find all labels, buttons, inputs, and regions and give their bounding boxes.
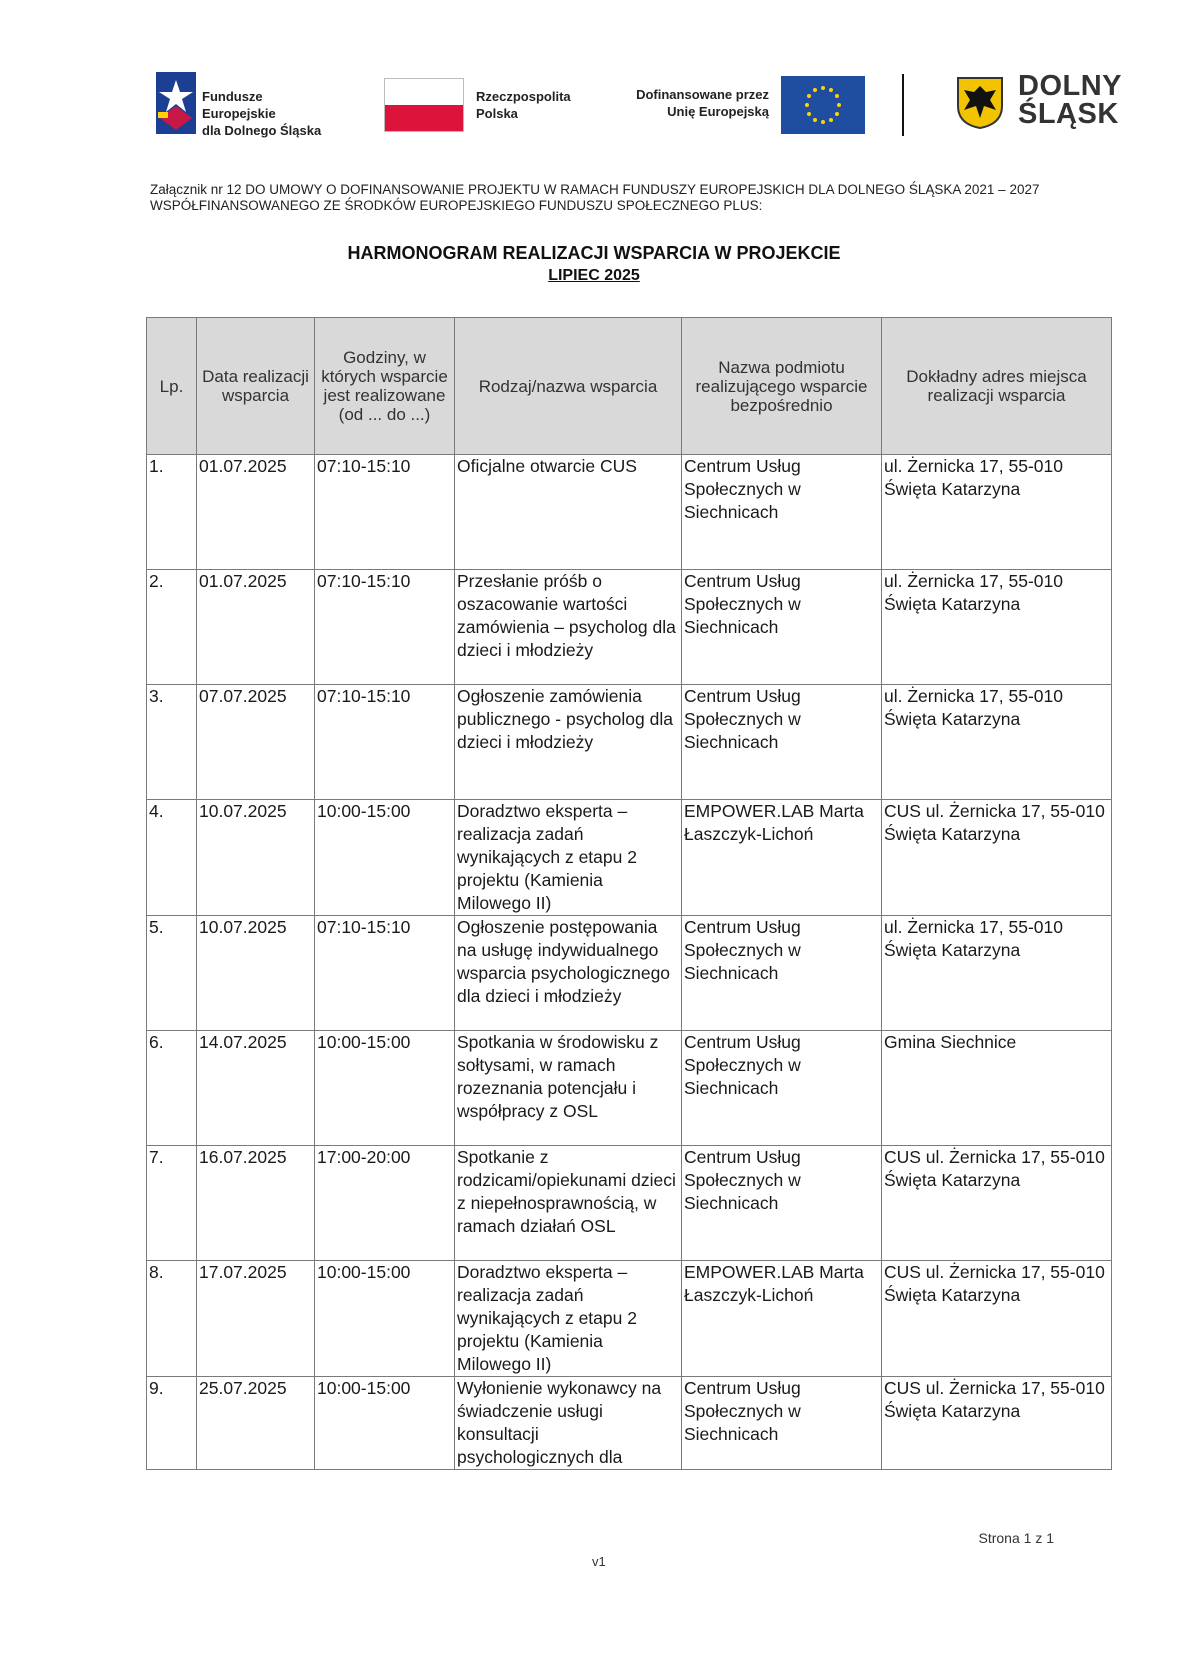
cell-type: Wyłonienie wykonawcy na świadczenie usługi konsultacji psychologicznych dla xyxy=(455,1377,682,1470)
cell-date: 17.07.2025 xyxy=(197,1261,315,1377)
cell-type: Oficjalne otwarcie CUS xyxy=(455,455,682,570)
schedule-table xyxy=(146,317,1112,1470)
cell-lp: 7. xyxy=(147,1146,197,1261)
cell-type: Doradztwo eksperta – realizacja zadań wynikających z etapu 2 projektu (Kamienia Milowego II) xyxy=(455,800,682,916)
eu-line2: Unię Europejską xyxy=(667,104,769,119)
cell-date: 16.07.2025 xyxy=(197,1146,315,1261)
table-row xyxy=(147,455,1112,570)
cell-lp: 5. xyxy=(147,916,197,1031)
table-row xyxy=(147,1261,1112,1377)
table-row xyxy=(147,685,1112,800)
table-header-row xyxy=(147,318,1112,455)
cell-type: Spotkania w środowisku z sołtysami, w ramach rozeznania potencjału i współpracy z OSL xyxy=(455,1031,682,1146)
rp-line1: Rzeczpospolita xyxy=(476,89,571,104)
cell-lp: 1. xyxy=(147,455,197,570)
cell-address: CUS ul. Żernicka 17, 55-010 Święta Katarzyna xyxy=(882,800,1112,916)
cell-hours: 07:10-15:10 xyxy=(315,685,455,800)
cell-entity: EMPOWER.LAB Marta Łaszczyk-Lichoń xyxy=(682,1261,882,1377)
cell-entity: Centrum Usług Społecznych w Siechnicach xyxy=(682,1377,882,1470)
cell-lp: 4. xyxy=(147,800,197,916)
page-number: Strona 1 z 1 xyxy=(978,1530,1054,1546)
ds-line2: ŚLĄSK xyxy=(1018,98,1119,130)
cell-date: 01.07.2025 xyxy=(197,570,315,685)
cell-entity: Centrum Usług Społecznych w Siechnicach xyxy=(682,1146,882,1261)
document-subtitle xyxy=(0,267,1188,285)
document-title: HARMONOGRAM REALIZACJI WSPARCIA W PROJEKCIE xyxy=(347,243,841,263)
cell-address: ul. Żernicka 17, 55-010 Święta Katarzyna xyxy=(882,455,1112,570)
fe-line1: Fundusze Europejskie xyxy=(202,89,276,121)
cell-hours: 10:00-15:00 xyxy=(315,1031,455,1146)
table-row xyxy=(147,916,1112,1031)
cell-lp: 3. xyxy=(147,685,197,800)
coat-of-arms-icon xyxy=(956,76,1004,130)
eu-flag-icon xyxy=(781,76,865,134)
dolny-slask-logo xyxy=(956,72,1136,138)
fe-line2: dla Dolnego Śląska xyxy=(202,123,322,138)
cell-date: 14.07.2025 xyxy=(197,1031,315,1146)
cell-type: Przesłanie próśb o oszacowanie wartości zamówienia – psycholog dla dzieci i młodzieży xyxy=(455,570,682,685)
table-row xyxy=(147,1377,1112,1470)
header-address: Dokładny adres miejsca realizacji wsparcia xyxy=(882,318,1112,455)
fe-star-icon xyxy=(156,72,196,134)
cell-entity: Centrum Usług Społecznych w Siechnicach xyxy=(682,916,882,1031)
cell-type: Ogłoszenie zamówienia publicznego - psycholog dla dzieci i młodzieży xyxy=(455,685,682,800)
cell-address: CUS ul. Żernicka 17, 55-010 Święta Katarzyna xyxy=(882,1146,1112,1261)
header-date: Data realizacji wsparcia xyxy=(197,318,315,455)
cell-entity: Centrum Usług Społecznych w Siechnicach xyxy=(682,1031,882,1146)
ds-line1: DOLNY xyxy=(1018,70,1122,102)
table-row xyxy=(147,1031,1112,1146)
cell-lp: 2. xyxy=(147,570,197,685)
annex-text: Załącznik nr 12 DO UMOWY O DOFINANSOWANIE PROJEKTU W RAMACH FUNDUSZY EUROPEJSKICH DLA DOLNEGO ŚLĄSKA 2021 – 2027 WSPÓŁFINANSOWANEGO ZE ŚRODKÓW EUROPEJSKIEGO FUNDUSZU SPOŁECZNEGO PLUS: xyxy=(150,182,1040,213)
cell-lp: 9. xyxy=(147,1377,197,1470)
cell-date: 10.07.2025 xyxy=(197,800,315,916)
cell-hours: 10:00-15:00 xyxy=(315,800,455,916)
eu-line1: Dofinansowane przez xyxy=(636,87,769,102)
logo-divider xyxy=(902,74,904,136)
cell-hours: 10:00-15:00 xyxy=(315,1261,455,1377)
cell-type: Doradztwo eksperta – realizacja zadań wynikających z etapu 2 projektu (Kamienia Milowego II) xyxy=(455,1261,682,1377)
header-hours: Godziny, w których wsparcie jest realizowane (od ... do ...) xyxy=(315,318,455,455)
cell-address: ul. Żernicka 17, 55-010 Święta Katarzyna xyxy=(882,570,1112,685)
cell-hours: 07:10-15:10 xyxy=(315,916,455,1031)
cell-hours: 07:10-15:10 xyxy=(315,455,455,570)
cell-address: ul. Żernicka 17, 55-010 Święta Katarzyna xyxy=(882,916,1112,1031)
cell-address: CUS ul. Żernicka 17, 55-010 Święta Katarzyna xyxy=(882,1377,1112,1470)
table-row xyxy=(147,1146,1112,1261)
table-row xyxy=(147,570,1112,685)
eu-logo xyxy=(615,76,865,136)
header-entity: Nazwa podmiotu realizującego wsparcie bezpośrednio xyxy=(682,318,882,455)
cell-lp: 6. xyxy=(147,1031,197,1146)
cell-date: 10.07.2025 xyxy=(197,916,315,1031)
cell-type: Spotkanie z rodzicami/opiekunami dzieci z niepełnosprawnością, w ramach działań OSL xyxy=(455,1146,682,1261)
cell-entity: EMPOWER.LAB Marta Łaszczyk-Lichoń xyxy=(682,800,882,916)
cell-address: CUS ul. Żernicka 17, 55-010 Święta Katarzyna xyxy=(882,1261,1112,1377)
poland-flag-icon xyxy=(384,78,464,132)
table-row xyxy=(147,800,1112,916)
cell-hours: 07:10-15:10 xyxy=(315,570,455,685)
header-type: Rodzaj/nazwa wsparcia xyxy=(455,318,682,455)
cell-hours: 17:00-20:00 xyxy=(315,1146,455,1261)
cell-entity: Centrum Usług Społecznych w Siechnicach xyxy=(682,685,882,800)
cell-address: Gmina Siechnice xyxy=(882,1031,1112,1146)
header-lp: Lp. xyxy=(147,318,197,455)
month-label: LIPIEC 2025 xyxy=(548,267,640,284)
document-version: v1 xyxy=(592,1554,606,1569)
logo-bar xyxy=(150,72,1130,144)
cell-hours: 10:00-15:00 xyxy=(315,1377,455,1470)
rp-line2: Polska xyxy=(476,106,518,121)
cell-type: Ogłoszenie postępowania na usługę indywidualnego wsparcia psychologicznego dla dzieci i młodzieży xyxy=(455,916,682,1031)
cell-date: 07.07.2025 xyxy=(197,685,315,800)
cell-entity: Centrum Usług Społecznych w Siechnicach xyxy=(682,570,882,685)
cell-date: 25.07.2025 xyxy=(197,1377,315,1470)
cell-address: ul. Żernicka 17, 55-010 Święta Katarzyna xyxy=(882,685,1112,800)
cell-lp: 8. xyxy=(147,1261,197,1377)
fe-logo xyxy=(156,72,336,138)
rp-logo xyxy=(384,78,584,138)
cell-date: 01.07.2025 xyxy=(197,455,315,570)
cell-entity: Centrum Usług Społecznych w Siechnicach xyxy=(682,455,882,570)
